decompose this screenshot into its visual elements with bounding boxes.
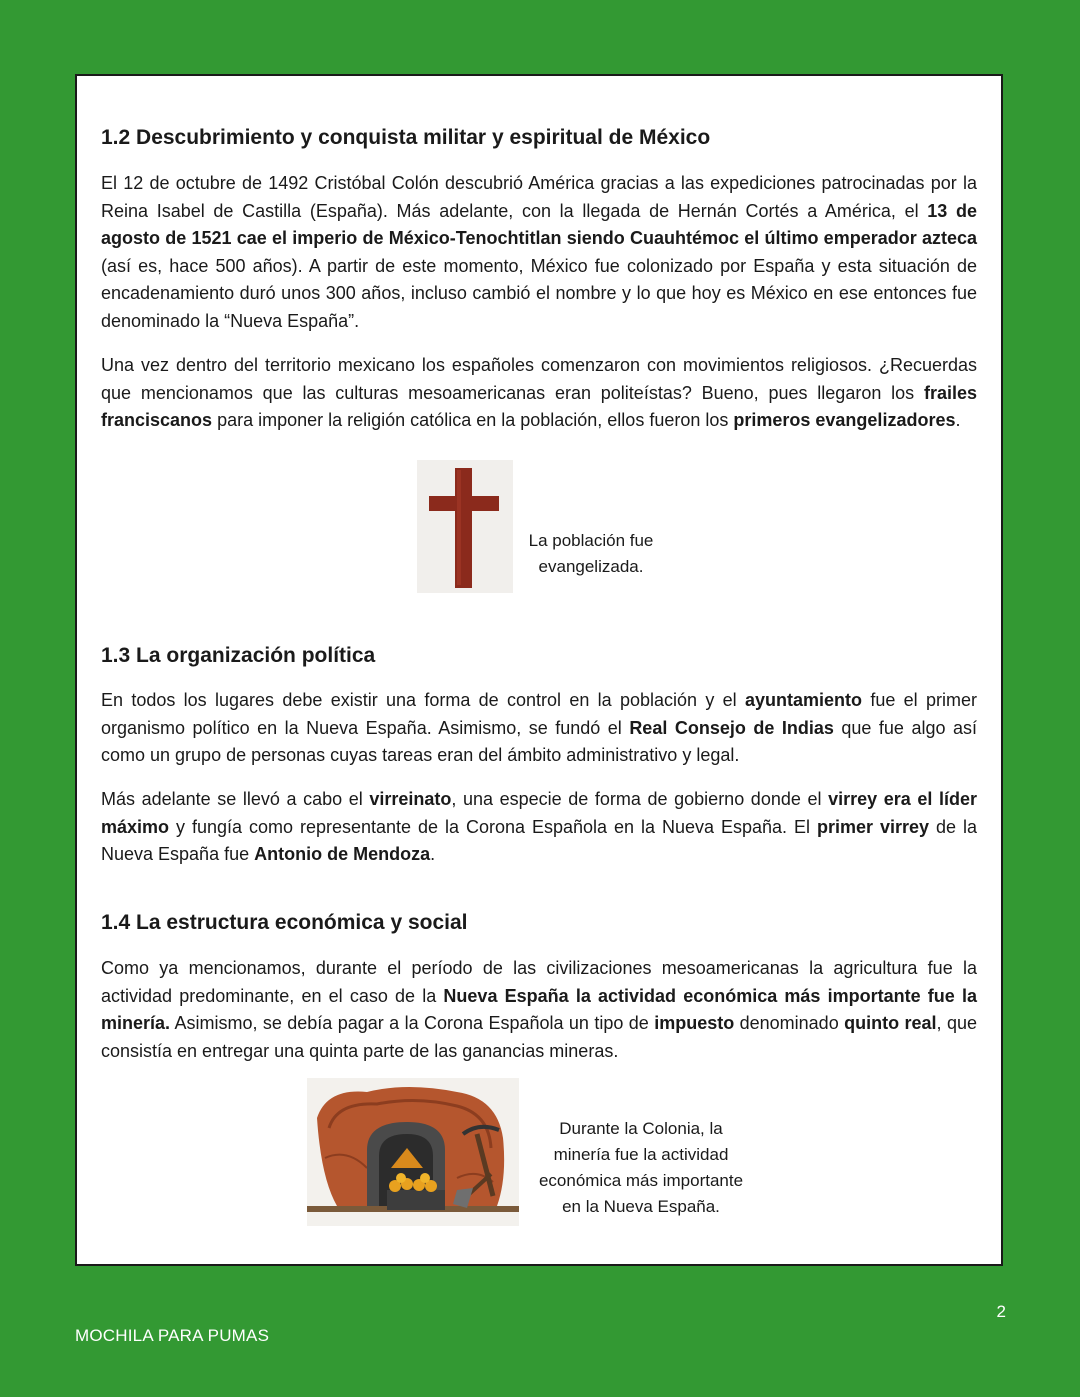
- paragraph-mineria: [101, 955, 977, 1065]
- page-number: 2: [996, 1302, 1006, 1321]
- text-span: Una vez dentro del territorio mexicano los españoles comenzaron con movimientos religiosos. ¿Recuerdas que mencionamos que las culturas mesoamericanas eran politeístas? Bueno, pues llegaron los: [101, 355, 977, 403]
- page-frame: [75, 74, 1003, 1266]
- cross-drawing: [417, 460, 513, 593]
- text-span: Más adelante se llevó a cabo el: [101, 789, 370, 809]
- text-span: , una especie de forma de gobierno donde el: [451, 789, 829, 809]
- paragraph-ayuntamiento: [101, 687, 977, 770]
- text-span: Asimismo, se debía pagar a la Corona Española un tipo de: [170, 1013, 655, 1034]
- bold-span: virrey era el líder máximo: [101, 789, 977, 837]
- paragraph-virreinato: [101, 786, 977, 869]
- mine-icon: [307, 1078, 519, 1226]
- text-span: de la Nueva España fue: [101, 816, 977, 865]
- caption-line: económica más importante: [538, 1171, 744, 1190]
- section-heading-1-2: 1.2 Descubrimiento y conquista militar y espiritual de México: [101, 126, 711, 149]
- bold-span: primer virrey: [816, 816, 930, 837]
- text-span: En todos los lugares debe existir una forma de control en la población y el: [101, 690, 745, 710]
- bold-span: Real Consejo de Indias: [629, 717, 834, 738]
- bold-span: quinto real: [844, 1013, 937, 1034]
- bold-span: frailes franciscanos: [101, 382, 977, 431]
- bold-span: Nueva España la actividad económica más importante fue la minería.: [101, 985, 977, 1034]
- bold-span: Antonio de Mendoza: [254, 844, 431, 865]
- cross-icon: [417, 460, 513, 593]
- text-span: , que consistía en entregar una quinta parte de las ganancias mineras.: [101, 1013, 977, 1061]
- cross-caption: [521, 528, 661, 580]
- caption-line: en la Nueva España.: [562, 1197, 720, 1216]
- mine-drawing: [307, 1078, 519, 1226]
- caption-line: minería fue la actividad: [553, 1145, 729, 1164]
- footer-brand: MOCHILA PARA PUMAS: [75, 1326, 270, 1345]
- text-span: y fungía como representante de la Corona Española en la Nueva España. El: [169, 816, 817, 837]
- bold-span: 13 de agosto de 1521 cae el imperio de México-Tenochtitlan siendo Cuauhtémoc el último emperador azteca: [101, 200, 977, 249]
- bold-span: ayuntamiento: [745, 690, 863, 710]
- caption-line: Durante la Colonia, la: [559, 1119, 723, 1138]
- section-heading-1-4: 1.4 La estructura económica y social: [101, 911, 468, 934]
- bold-span: impuesto: [654, 1013, 735, 1034]
- text-span: denominado: [734, 1013, 845, 1034]
- bold-span: virreinato: [369, 789, 452, 809]
- paragraph-evangelization: [101, 352, 977, 435]
- bold-span: primeros evangelizadores: [733, 410, 956, 431]
- text-span: .: [430, 844, 436, 865]
- text-span: (así es, hace 500 años). A partir de este momento, México fue colonizado por España y esta situación de encadenamiento duró unos 300 años, incluso cambió el nombre y lo que hoy es México en ese entonces fue denominado la “Nueva España”.: [101, 255, 977, 331]
- paragraph-colon: [101, 170, 977, 336]
- text-span: .: [955, 410, 961, 431]
- text-span: que fue algo así como un grupo de personas cuyas tareas eran del ámbito administrativo y legal.: [101, 717, 977, 766]
- caption-line: evangelizada.: [538, 557, 644, 576]
- mine-caption: [525, 1116, 757, 1220]
- section-heading-1-3: 1.3 La organización política: [101, 644, 376, 667]
- text-span: El 12 de octubre de 1492 Cristóbal Colón descubrió América gracias a las expediciones patrocinadas por la Reina Isabel de Castilla (España). Más adelante, con la llegada de Hernán Cortés a América, el: [101, 173, 977, 221]
- text-span: para imponer la religión católica en la población, ellos fueron los: [212, 410, 734, 431]
- text-span: fue el primer organismo político en la Nueva España. Asimismo, se fundó el: [101, 690, 977, 738]
- text-span: Como ya mencionamos, durante el período de las civilizaciones mesoamericanas la agricultura fue la actividad predominante, en el caso de la: [101, 958, 977, 1006]
- caption-line: La población fue: [528, 531, 654, 550]
